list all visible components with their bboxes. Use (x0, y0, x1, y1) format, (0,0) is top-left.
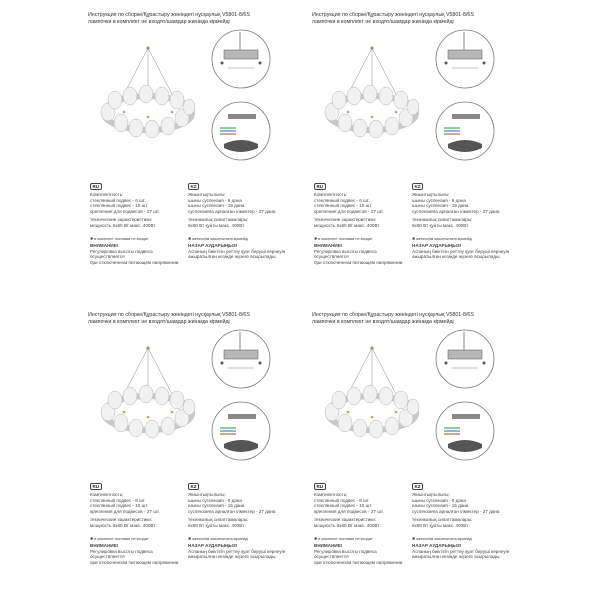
asterisk-icon: ✱ (314, 237, 318, 241)
kz-header: Жиынтықтылығы: (188, 192, 226, 197)
kz-tech: 6x60 Вт қуаты макс. 400Вт (188, 522, 245, 528)
ru-note (314, 536, 373, 541)
kz-item: суспензияға арналған ілмектер - 27 дана (188, 508, 276, 514)
ru-tech-header: технические характеристики: (90, 517, 153, 523)
sheet-title (312, 312, 512, 325)
ru-tech: мощность 6x60 Вт макс. 400Вт (314, 222, 380, 228)
mounting-plate-diagram (434, 328, 496, 390)
ru-note (90, 236, 149, 241)
language-badge-ru: RU (314, 483, 326, 490)
ru-item: стеклянный подвес - 6 шт. (90, 497, 146, 503)
ru-warning-text: Регулировка высоты подвеса осуществляется (314, 248, 377, 260)
ru-warning-text: Регулировка высоты подвеса осуществляется (314, 548, 377, 560)
kz-tech: 6x60 Вт қуаты макс. 400Вт (412, 522, 469, 528)
ru-warning (90, 243, 186, 265)
ru-warning-title: ВНИМАНИЕ! (90, 543, 119, 548)
wiring-diagram (434, 100, 496, 162)
kz-text-block (412, 192, 512, 229)
ru-warning (314, 243, 410, 265)
kz-header: Жиынтықтылығы: (412, 492, 450, 497)
asterisk-icon: ✱ (314, 537, 318, 541)
kz-warning (412, 243, 512, 260)
kz-note-text: жеткізілім жиынтығына кірмейді (416, 537, 473, 541)
title-line: Инструкция по сборке/Құрастыру жөніндегі нұсқаулық V5801-8/6S (312, 312, 474, 318)
instruction-sheet (88, 12, 288, 265)
kz-item: шыны суспензия - 6 дана (188, 497, 242, 503)
ru-note (314, 236, 373, 241)
kz-text-block (188, 492, 288, 529)
kz-item: суспензияға арналған ілмектер - 27 дана (188, 208, 276, 214)
kz-note (412, 236, 472, 241)
ru-item: стеклянный подвес - 15 шт. (90, 203, 149, 209)
wiring-diagram (210, 400, 272, 462)
ru-header: Комплектность: (90, 492, 124, 497)
mounting-plate-diagram (210, 328, 272, 390)
ru-item: крепления для подвесов - 27 шт. (90, 208, 160, 214)
ru-header: Комплектность: (314, 192, 348, 197)
kz-warning-text: Аспаның биіктігін реттеу қуат беруші кернеуін (188, 548, 286, 554)
kz-warning-text: Аспаның биіктігін реттеу қуат беруші кернеуін (412, 248, 510, 254)
ru-item: крепления для подвесов - 27 шт. (314, 208, 384, 214)
ru-warning-title: ВНИМАНИЕ! (314, 543, 343, 548)
kz-item: шыны суспензия - 6 дана (412, 197, 466, 203)
language-badge-ru: RU (314, 183, 326, 190)
ru-warning-text: Регулировка высоты подвеса осуществляется (90, 548, 153, 560)
ru-item: стеклянный подвес - 15 шт. (90, 503, 149, 509)
kz-warning-text: ажыратылған кезінде жүзеге асырылады. (412, 554, 501, 560)
chandelier-illustration (88, 330, 208, 450)
kz-text-block (412, 492, 512, 529)
kz-warning-title: НАЗАР АУДАРЫҢЫЗ! (412, 543, 462, 548)
ru-warning-title: ВНИМАНИЕ! (90, 243, 119, 248)
asterisk-icon: ✱ (90, 537, 94, 541)
ru-item: стеклянный подвес - 6 шт. (314, 197, 370, 203)
kz-note (188, 236, 248, 241)
mounting-plate-diagram (210, 28, 272, 90)
instruction-sheet (312, 312, 512, 565)
ru-warning-text: при отключенном питающем напряжении. (314, 559, 404, 565)
wiring-diagram (210, 100, 272, 162)
ru-warning (314, 543, 410, 565)
mounting-plate-diagram (434, 28, 496, 90)
ru-text-block (314, 492, 410, 529)
chandelier-illustration (88, 30, 208, 150)
language-badge-kz: KZ (188, 183, 199, 190)
kz-text-block (188, 192, 288, 229)
kz-warning-title: НАЗАР АУДАРЫҢЫЗ! (188, 243, 238, 248)
ru-item: крепления для подвесов - 27 шт. (90, 508, 160, 514)
language-badge-kz: KZ (188, 483, 199, 490)
title-subline: лампочки в комплект не входят/шамдар жинаққа кірмейді (88, 18, 230, 25)
instruction-sheet (312, 12, 512, 265)
ru-warning-text: при отключенном питающем напряжении. (90, 259, 180, 265)
ru-note-text: в комплект поставки не входит (94, 537, 149, 541)
kz-item: суспензияға арналған ілмектер - 27 дана (412, 508, 500, 514)
ru-warning (90, 543, 186, 565)
language-badge-ru: RU (90, 483, 102, 490)
title-subline: лампочки в комплект не входят/шамдар жинаққа кірмейді (312, 18, 454, 25)
ru-header: Комплектность: (314, 492, 348, 497)
kz-item: шыны суспензия - 15 дана (412, 203, 469, 209)
chandelier-illustration (312, 30, 432, 150)
kz-warning-title: НАЗАР АУДАРЫҢЫЗ! (412, 243, 462, 248)
sheet-title (88, 312, 288, 325)
ru-tech: мощность 6x60 Вт макс. 400Вт (90, 522, 156, 528)
ru-tech-header: технические характеристики: (314, 517, 377, 523)
kz-warning-text: ажыратылған кезінде жүзеге асырылады. (188, 254, 277, 260)
kz-warning (188, 243, 288, 260)
kz-warning-text: Аспаның биіктігін реттеу қуат беруші кернеуін (412, 548, 510, 554)
ru-text-block (90, 192, 186, 229)
kz-item: шыны суспензия - 15 дана (412, 503, 469, 509)
kz-tech-header: техникалық сипаттамалары: (188, 517, 249, 523)
ru-tech-header: технические характеристики: (314, 217, 377, 223)
kz-warning-text: ажыратылған кезінде жүзеге асырылады. (188, 554, 277, 560)
wiring-diagram (434, 400, 496, 462)
kz-warning-text: ажыратылған кезінде жүзеге асырылады. (412, 254, 501, 260)
kz-item: шыны суспензия - 6 дана (412, 497, 466, 503)
title-subline: лампочки в комплект не входят/шамдар жинаққа кірмейді (88, 318, 230, 325)
kz-header: Жиынтықтылығы: (412, 192, 450, 197)
kz-item: шыны суспензия - 15 дана (188, 503, 245, 509)
chandelier-illustration (312, 330, 432, 450)
instruction-sheet (88, 312, 288, 565)
asterisk-icon: ✱ (412, 537, 416, 541)
kz-tech-header: техникалық сипаттамалары: (188, 217, 249, 223)
language-badge-ru: RU (90, 183, 102, 190)
ru-text-block (90, 492, 186, 529)
kz-item: шыны суспензия - 6 дана (188, 197, 242, 203)
ru-item: крепления для подвесов - 27 шт. (314, 508, 384, 514)
kz-note-text: жеткізілім жиынтығына кірмейді (192, 537, 249, 541)
kz-tech-header: техникалық сипаттамалары: (412, 217, 473, 223)
ru-header: Комплектность: (90, 192, 124, 197)
kz-tech-header: техникалық сипаттамалары: (412, 517, 473, 523)
kz-warning (412, 543, 512, 560)
language-badge-kz: KZ (412, 183, 423, 190)
ru-text-block (314, 192, 410, 229)
ru-warning-title: ВНИМАНИЕ! (314, 243, 343, 248)
asterisk-icon: ✱ (188, 537, 192, 541)
asterisk-icon: ✱ (188, 237, 192, 241)
ru-tech-header: технические характеристики: (90, 217, 153, 223)
ru-item: стеклянный подвес - 15 шт. (314, 203, 373, 209)
ru-tech: мощность 6x60 Вт макс. 400Вт (90, 222, 156, 228)
sheet-title (312, 12, 512, 25)
title-line: Инструкция по сборке/Құрастыру жөніндегі нұсқаулық V5801-8/6S (312, 12, 474, 18)
ru-tech: мощность 6x60 Вт макс. 400Вт (314, 522, 380, 528)
ru-note (90, 536, 149, 541)
kz-note-text: жеткізілім жиынтығына кірмейді (192, 237, 249, 241)
ru-note-text: в комплект поставки не входит (318, 237, 373, 241)
kz-item: суспензияға арналған ілмектер - 27 дана (412, 208, 500, 214)
ru-note-text: в комплект поставки не входит (318, 537, 373, 541)
kz-warning-title: НАЗАР АУДАРЫҢЫЗ! (188, 543, 238, 548)
ru-note-text: в комплект поставки не входит (94, 237, 149, 241)
kz-header: Жиынтықтылығы: (188, 492, 226, 497)
ru-item: стеклянный подвес - 6 шт. (314, 497, 370, 503)
kz-tech: 6x60 Вт қуаты макс. 400Вт (188, 222, 245, 228)
ru-warning-text: при отключенном питающем напряжении. (314, 259, 404, 265)
ru-item: стеклянный подвес - 15 шт. (314, 503, 373, 509)
ru-item: стеклянный подвес - 6 шт. (90, 197, 146, 203)
sheet-title (88, 12, 288, 25)
kz-note-text: жеткізілім жиынтығына кірмейді (416, 237, 473, 241)
kz-warning-text: Аспаның биіктігін реттеу қуат беруші кернеуін (188, 248, 286, 254)
asterisk-icon: ✱ (412, 237, 416, 241)
kz-tech: 6x60 Вт қуаты макс. 400Вт (412, 222, 469, 228)
title-line: Инструкция по сборке/Құрастыру жөніндегі нұсқаулық V5801-8/6S (88, 12, 250, 18)
kz-note (412, 536, 472, 541)
asterisk-icon: ✱ (90, 237, 94, 241)
kz-warning (188, 543, 288, 560)
ru-warning-text: Регулировка высоты подвеса осуществляется (90, 248, 153, 260)
kz-note (188, 536, 248, 541)
kz-item: шыны суспензия - 15 дана (188, 203, 245, 209)
language-badge-kz: KZ (412, 483, 423, 490)
title-line: Инструкция по сборке/Құрастыру жөніндегі нұсқаулық V5801-8/6S (88, 312, 250, 318)
ru-warning-text: при отключенном питающем напряжении. (90, 559, 180, 565)
title-subline: лампочки в комплект не входят/шамдар жинаққа кірмейді (312, 318, 454, 325)
